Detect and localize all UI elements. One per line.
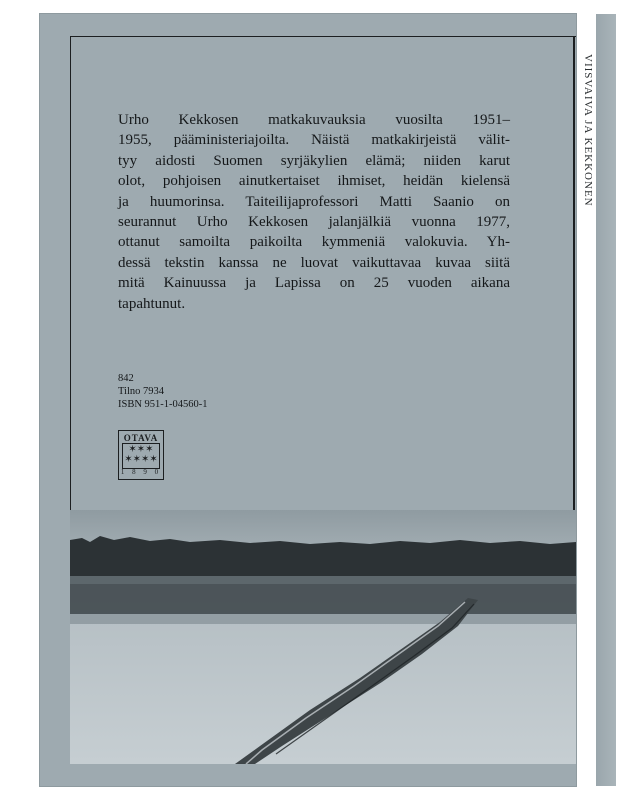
- logo-name: OTAVA: [123, 433, 159, 443]
- lake-landscape-photo: [70, 510, 576, 764]
- blurb-line: seurannut Urho Kekkosen jalanjälkiä vuonna 1977,: [118, 214, 510, 231]
- blurb-line: 1955, pääministeriajoilta. Näistä matkakirjeistä välit-: [118, 132, 510, 149]
- catalog-codes: [118, 372, 208, 411]
- spine-edge: [596, 14, 616, 786]
- blurb-text: [118, 110, 510, 314]
- blurb-line: dessä tekstin kanssa ne luovat vaikuttavaa kuvaa siitä: [118, 254, 510, 271]
- star-cluster-icon: ✶✶✶ ✶✶✶✶: [124, 444, 158, 465]
- otava-publisher-logo: [118, 430, 164, 480]
- blurb-line: mitä Kainuussa ja Lapissa on 25 vuoden aikana: [118, 275, 510, 292]
- isbn-code: ISBN 951-1-04560-1: [118, 399, 208, 410]
- blurb-line: tyy aidosti Suomen syrjäkylien elämä; niiden karut: [118, 152, 510, 169]
- book-back-cover: [40, 14, 594, 786]
- classification-number: 842: [118, 373, 134, 384]
- blurb-line: ottanut samoilta paikoilta kymmeniä valokuvia. Yh-: [118, 234, 510, 251]
- logo-year: 1 8 9 0: [120, 468, 162, 476]
- spine-text: VIISVAIVA JA KEKKONEN: [582, 54, 594, 207]
- blurb-line: Urho Kekkosen matkakuvauksia vuosilta 1951–: [118, 112, 510, 128]
- blurb-line: tapahtunut.: [118, 295, 186, 312]
- tilno-code: Tilno 7934: [118, 386, 165, 397]
- logo-inner-frame: [122, 443, 160, 469]
- blurb-line: olot, pohjoisen ainutkertaiset ihmiset, heidän kielensä: [118, 173, 510, 190]
- blurb-line: ja huumorinsa. Taiteilijaprofessori Matti Saanio on: [118, 193, 510, 210]
